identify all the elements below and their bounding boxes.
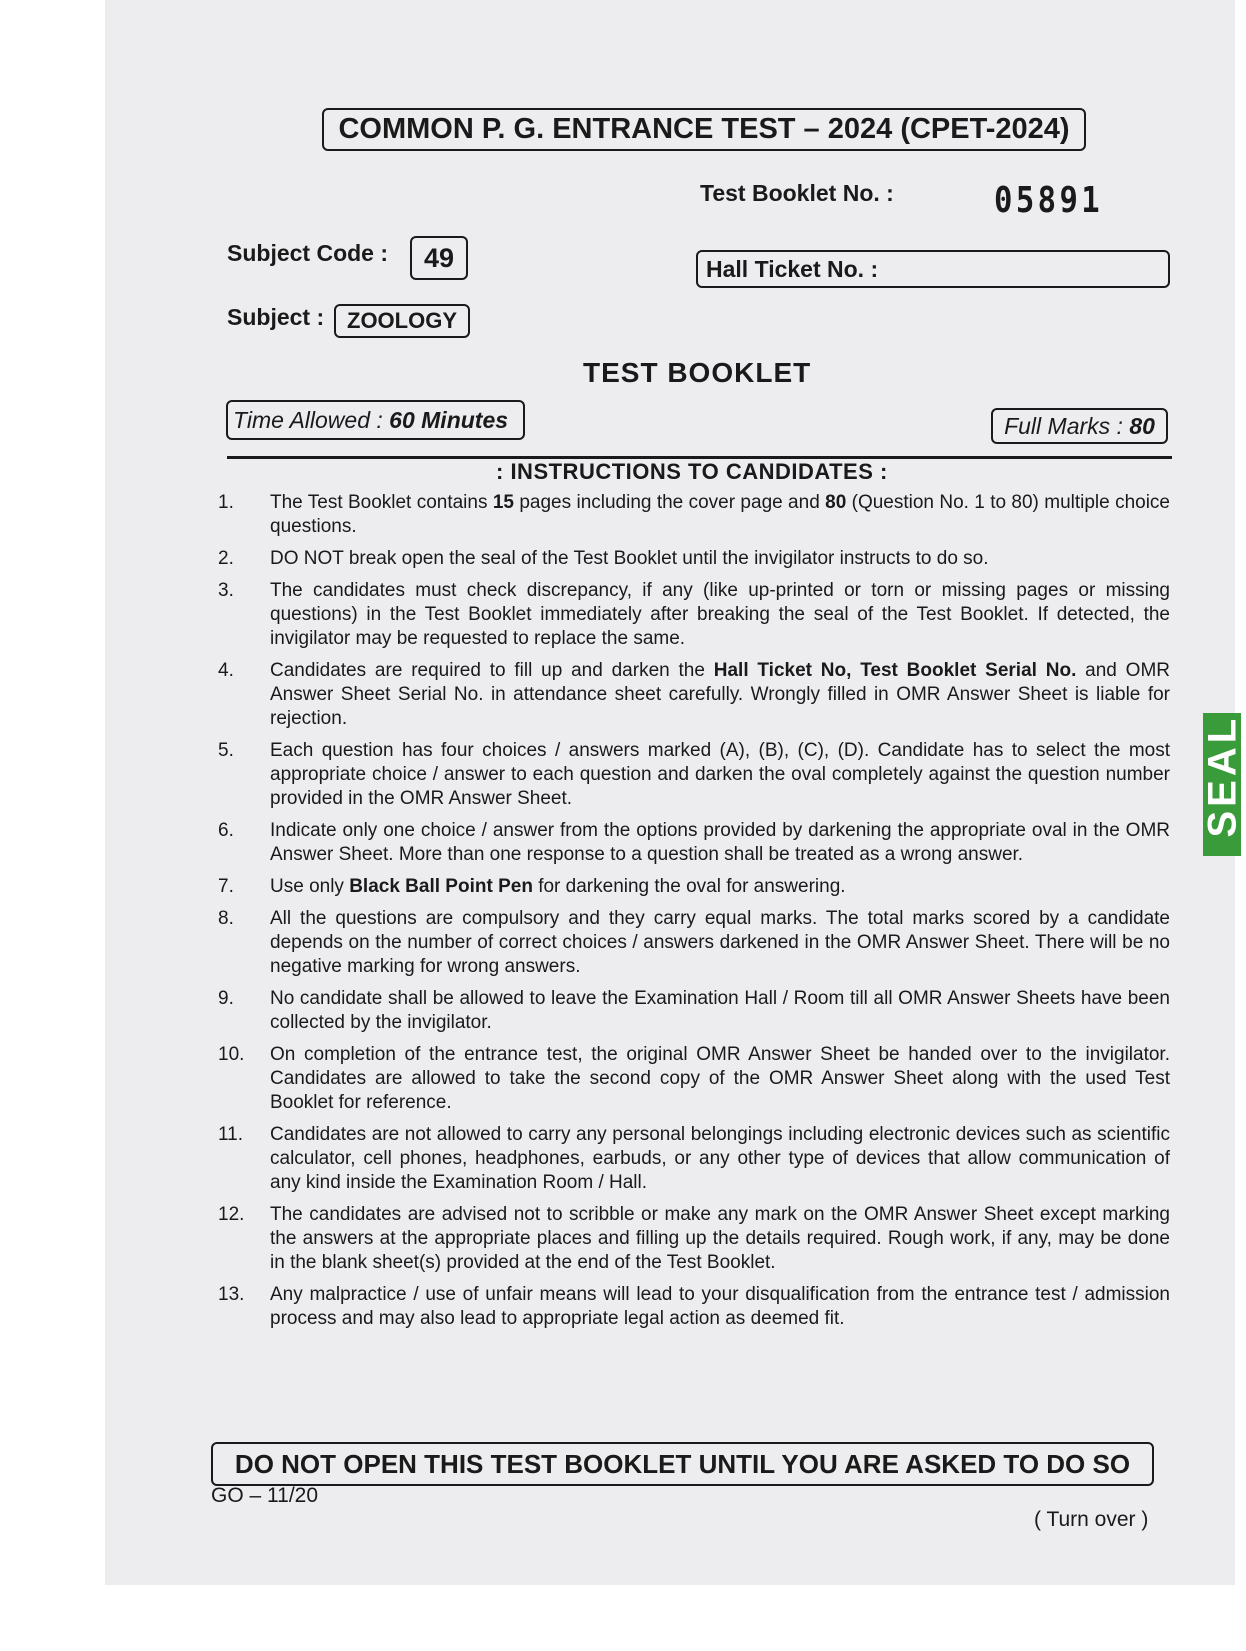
- instruction-item: [218, 739, 1170, 811]
- instruction-number: 11.: [218, 1124, 244, 1145]
- instruction-text-part: Candidates are required to fill up and darken the: [270, 660, 714, 681]
- instruction-text: [270, 547, 1170, 571]
- booklet-number-value: 05891: [994, 180, 1104, 221]
- instruction-text-part: Use only: [270, 876, 350, 897]
- instruction-item: [218, 819, 1170, 867]
- instruction-text: [270, 1123, 1170, 1195]
- instruction-number: 2.: [218, 548, 234, 569]
- instruction-item: [218, 987, 1170, 1035]
- time-allowed-box: [226, 400, 525, 440]
- instruction-text: [270, 1283, 1170, 1331]
- instruction-text: [270, 875, 1170, 899]
- turn-over-note: ( Turn over ): [1034, 1508, 1149, 1531]
- instruction-item: [218, 1123, 1170, 1195]
- instruction-item: [218, 579, 1170, 651]
- instruction-number: 13.: [218, 1284, 245, 1305]
- instruction-number: 12.: [218, 1204, 245, 1225]
- instruction-number: 6.: [218, 820, 234, 841]
- exam-title: COMMON P. G. ENTRANCE TEST – 2024 (CPET-2024): [322, 108, 1086, 151]
- instruction-text-part: for darkening the oval for answering.: [532, 876, 846, 897]
- instruction-number: 4.: [218, 660, 234, 681]
- seal-tab[interactable]: [1200, 713, 1245, 856]
- instruction-text-part: All the questions are compulsory and they carry equal marks. The total marks scored by a candidate depends on the number of correct choices / answers darkened in the OMR Answer Sheet. There will be no negative marking for wrong answers.: [270, 908, 1170, 977]
- instruction-item: [218, 907, 1170, 979]
- do-not-open-warning: DO NOT OPEN THIS TEST BOOKLET UNTIL YOU ARE ASKED TO DO SO: [211, 1442, 1154, 1486]
- instruction-text: [270, 1203, 1170, 1275]
- instruction-number: 5.: [218, 740, 234, 761]
- instruction-number: 8.: [218, 908, 234, 929]
- subject-code-value: 49: [410, 236, 468, 280]
- instruction-text: [270, 579, 1170, 651]
- subject-label: Subject :: [227, 304, 325, 330]
- subject-code-label: Subject Code :: [227, 240, 389, 266]
- instruction-text-part: On completion of the entrance test, the original OMR Answer Sheet be handed over to the invigilator. Candidates are allowed to take the second copy of the OMR Answer Sheet along with the used Test Booklet for reference.: [270, 1044, 1170, 1113]
- instruction-item: [218, 491, 1170, 539]
- instruction-number: 7.: [218, 876, 234, 897]
- instructions-list: [218, 491, 1170, 1339]
- instruction-item: [218, 875, 1170, 899]
- booklet-number-label: Test Booklet No. :: [700, 180, 894, 206]
- instruction-text-part: DO NOT break open the seal of the Test Booklet until the invigilator instructs to do so.: [270, 548, 989, 569]
- instruction-text-part: The candidates must check discrepancy, if any (like up-printed or torn or missing pages or missing questions) in the Test Booklet immediately after breaking the seal of the Test Booklet. If detected, the invigilator may be requested to replace the same.: [270, 580, 1170, 649]
- instruction-number: 1.: [218, 492, 234, 513]
- instruction-text: [270, 491, 1170, 539]
- instruction-text: [270, 907, 1170, 979]
- instruction-emphasis: Hall Ticket No, Test Booklet Serial No.: [713, 660, 1077, 681]
- scan-margin: [0, 1585, 1241, 1651]
- instruction-item: [218, 659, 1170, 731]
- subject-value: ZOOLOGY: [334, 304, 470, 338]
- hall-ticket-field[interactable]: [696, 250, 1170, 288]
- instruction-item: [218, 1283, 1170, 1331]
- booklet-title: TEST BOOKLET: [583, 357, 812, 388]
- instruction-text-part: Each question has four choices / answers marked (A), (B), (C), (D). Candidate has to select the most appropriate choice / answer to each question and darken the oval completely against the question number provided in the OMR Answer Sheet.: [270, 740, 1170, 809]
- instruction-emphasis: Black Ball Point Pen: [349, 876, 533, 897]
- instruction-number: 10.: [218, 1044, 245, 1065]
- time-allowed-value: 60 Minutes: [389, 407, 509, 433]
- instructions-heading: : INSTRUCTIONS TO CANDIDATES :: [496, 459, 888, 484]
- instruction-text-part: Candidates are not allowed to carry any personal belongings including electronic devices such as scientific calculator, cell phones, headphones, earbuds, or any other type of devices that allow communication of any kind inside the Examination Room / Hall.: [270, 1124, 1170, 1193]
- instruction-emphasis: 80: [825, 492, 847, 513]
- instruction-item: [218, 1203, 1170, 1275]
- time-allowed-label: Time Allowed :: [233, 407, 390, 433]
- instruction-text-part: Indicate only one choice / answer from the options provided by darkening the appropriate oval in the OMR Answer Sheet. More than one response to a question shall be treated as a wrong answer.: [270, 820, 1170, 865]
- instruction-number: 9.: [218, 988, 234, 1009]
- instruction-text: [270, 1043, 1170, 1115]
- instruction-text-part: (Question No. 1 to 80) multiple choice questions.: [270, 492, 1171, 537]
- instruction-text: [270, 987, 1170, 1035]
- full-marks-box: [991, 408, 1168, 444]
- instruction-item: [218, 547, 1170, 571]
- instruction-text-part: The candidates are advised not to scribble or make any mark on the OMR Answer Sheet except marking the answers at the appropriate places and filling up the details required. Rough work, if any, may be done in the blank sheet(s) provided at the end of the Test Booklet.: [270, 1204, 1170, 1273]
- instruction-text-part: Any malpractice / use of unfair means will lead to your disqualification from the entrance test / admission process and may also lead to appropriate legal action as deemed fit.: [270, 1284, 1170, 1329]
- instruction-item: [218, 1043, 1170, 1115]
- instruction-emphasis: 15: [492, 492, 514, 513]
- instruction-text: [270, 659, 1170, 731]
- full-marks-label: Full Marks :: [1004, 413, 1130, 439]
- instruction-text-part: No candidate shall be allowed to leave the Examination Hall / Room till all OMR Answer Sheets have been collected by the invigilator.: [270, 988, 1170, 1033]
- seal-label: SEAL: [1200, 714, 1245, 838]
- booklet-code: GO – 11/20: [211, 1484, 319, 1507]
- instruction-text-part: The Test Booklet contains: [270, 492, 493, 513]
- instruction-text-part: pages including the cover page and: [513, 492, 826, 513]
- instruction-text: [270, 819, 1170, 867]
- instruction-number: 3.: [218, 580, 234, 601]
- full-marks-value: 80: [1129, 413, 1155, 439]
- instruction-text-part: and OMR Answer Sheet Serial No. in attendance sheet carefully. Wrongly filled in OMR Answer Sheet is liable for rejection.: [270, 660, 1170, 729]
- hall-ticket-label: Hall Ticket No. :: [706, 256, 879, 282]
- instruction-text: [270, 739, 1170, 811]
